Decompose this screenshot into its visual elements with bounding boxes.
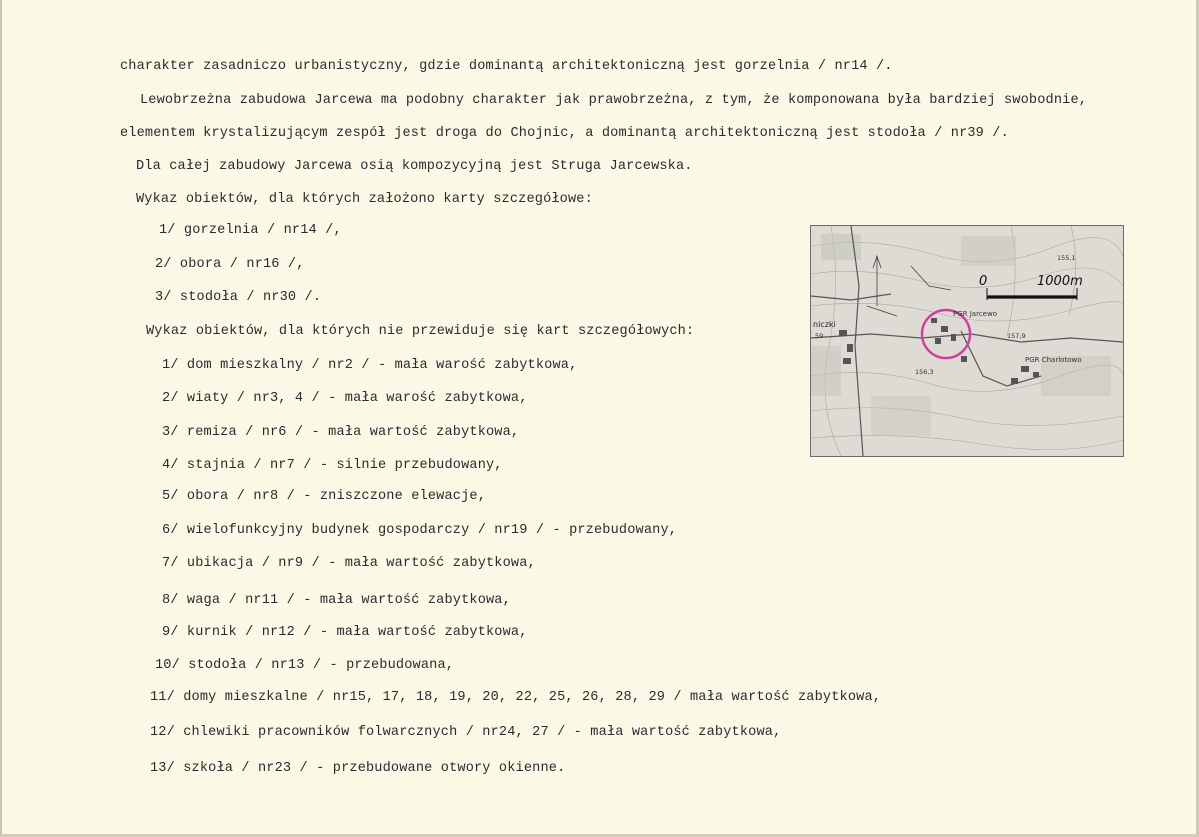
map-elevation-1: 155,1 — [1057, 254, 1076, 262]
map-scale-start: 0 — [979, 274, 988, 289]
list-item-13: 13/ szkoła / nr23 / - przebudowane otwory okienne. — [150, 761, 566, 776]
map-elevation-2: 157,9 — [1007, 332, 1026, 340]
list-item-3: 3/ remiza / nr6 / - mała wartość zabytkowa, — [162, 425, 520, 440]
map-label-charlotowo: PGR Charlotowo — [1025, 356, 1082, 364]
list-item-5: 5/ obora / nr8 / - zniszczone elewacje, — [162, 489, 486, 504]
list-item-9: 9/ kurnik / nr12 / - mała wartość zabytkowa, — [162, 625, 528, 640]
location-map — [810, 225, 1124, 457]
bleed-through-text — [62, 26, 1142, 48]
map-scale-end: 1000m — [1037, 274, 1083, 289]
list-item-4: 4/ stajnia / nr7 / - silnie przebudowany, — [162, 458, 503, 473]
list-item-6: 6/ wielofunkcyjny budynek gospodarczy / nr19 / - przebudowany, — [162, 523, 678, 538]
map-label-jarcewo: PGR Jarcewo — [953, 310, 997, 318]
map-elevation-4: 59 — [815, 332, 824, 340]
list-item-11: 11/ domy mieszkalne / nr15, 17, 18, 19, 20, 22, 25, 26, 28, 29 / mała wartość zabytkowa, — [150, 690, 882, 705]
text-line-2: Lewobrzeżna zabudowa Jarcewa ma podobny charakter jak prawobrzeżna, z tym, że komponowana była bardziej swobodnie, — [140, 93, 1088, 108]
list-item-8: 8/ waga / nr11 / - mała wartość zabytkowa, — [162, 593, 511, 608]
list-item-7: 7/ ubikacja / nr9 / - mała wartość zabytkowa, — [162, 556, 536, 571]
text-line-1: charakter zasadniczo urbanistyczny, gdzie dominantą architektoniczną jest gorzelnia / nr14 /. — [120, 59, 893, 74]
text-line-5: Wykaz obiektów, dla których założono karty szczegółowe: — [136, 192, 593, 207]
list-item-12: 12/ chlewiki pracowników folwarcznych / nr24, 27 / - mała wartość zabytkowa, — [150, 725, 782, 740]
detail-list-item-1: 1/ gorzelnia / nr14 /, — [159, 223, 342, 238]
list-item-1: 1/ dom mieszkalny / nr2 / - mała warość zabytkowa, — [162, 358, 578, 373]
map-label-place-left: niczki — [813, 320, 836, 329]
list-item-2: 2/ wiaty / nr3, 4 / - mała warość zabytkowa, — [162, 391, 528, 406]
list-item-10: 10/ stodoła / nr13 / - przebudowana, — [155, 658, 455, 673]
text-line-9: Wykaz obiektów, dla których nie przewiduje się kart szczegółowych: — [146, 324, 695, 339]
map-graphic — [811, 226, 1123, 456]
map-elevation-3: 156,3 — [915, 368, 934, 376]
text-line-4: Dla całej zabudowy Jarcewa osią kompozycyjną jest Struga Jarcewska. — [136, 159, 693, 174]
text-line-3: elementem krystalizującym zespół jest droga do Chojnic, a dominantą architektoniczną jest stodoła / nr39 /. — [120, 126, 1009, 141]
detail-list-item-2: 2/ obora / nr16 /, — [155, 257, 305, 272]
detail-list-item-3: 3/ stodoła / nr30 /. — [155, 290, 322, 305]
